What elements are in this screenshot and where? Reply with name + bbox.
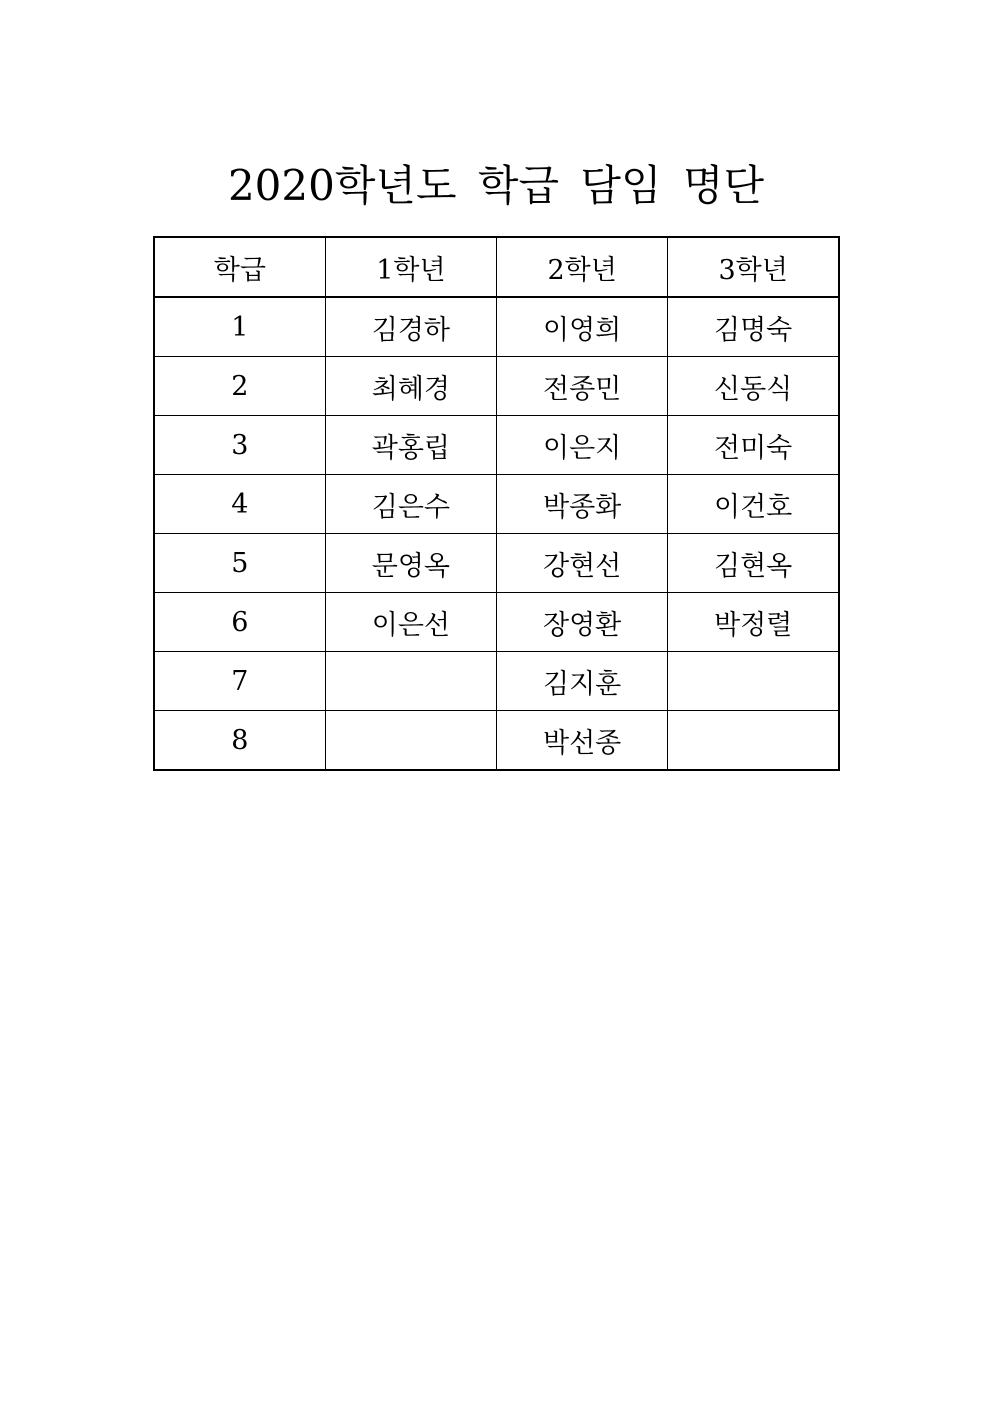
class-number-cell: 4 (154, 475, 325, 534)
table-header-row (154, 237, 839, 297)
class-number-cell: 2 (154, 357, 325, 416)
class-number-cell: 5 (154, 534, 325, 593)
table-row (154, 297, 839, 357)
grade-2-teacher-cell: 전종민 (497, 357, 668, 416)
grade-3-teacher-cell: 박정렬 (668, 593, 839, 652)
header-grade-2: 2학년 (497, 237, 668, 297)
grade-2-teacher-cell: 장영환 (497, 593, 668, 652)
table-row (154, 593, 839, 652)
grade-1-teacher-cell (325, 652, 496, 711)
grade-2-teacher-cell: 박종화 (497, 475, 668, 534)
grade-3-teacher-cell: 김명숙 (668, 297, 839, 357)
homeroom-teacher-table (153, 236, 840, 771)
grade-2-teacher-cell: 이영희 (497, 297, 668, 357)
class-number-cell: 8 (154, 711, 325, 771)
grade-1-teacher-cell: 문영옥 (325, 534, 496, 593)
class-number-cell: 7 (154, 652, 325, 711)
table-row (154, 416, 839, 475)
grade-3-teacher-cell (668, 711, 839, 771)
table-row (154, 357, 839, 416)
grade-2-teacher-cell: 박선종 (497, 711, 668, 771)
grade-2-teacher-cell: 김지훈 (497, 652, 668, 711)
table-row (154, 711, 839, 771)
class-number-cell: 1 (154, 297, 325, 357)
grade-1-teacher-cell: 최혜경 (325, 357, 496, 416)
class-number-cell: 6 (154, 593, 325, 652)
grade-1-teacher-cell (325, 711, 496, 771)
grade-3-teacher-cell: 신동식 (668, 357, 839, 416)
grade-3-teacher-cell (668, 652, 839, 711)
page-title: 2020학년도 학급 담임 명단 (227, 161, 765, 210)
header-grade-1: 1학년 (325, 237, 496, 297)
table-row (154, 534, 839, 593)
header-grade-3: 3학년 (668, 237, 839, 297)
table-row (154, 652, 839, 711)
table-row (154, 475, 839, 534)
grade-1-teacher-cell: 김은수 (325, 475, 496, 534)
grade-3-teacher-cell: 김현옥 (668, 534, 839, 593)
header-class: 학급 (154, 237, 325, 297)
grade-1-teacher-cell: 김경하 (325, 297, 496, 357)
grade-3-teacher-cell: 전미숙 (668, 416, 839, 475)
grade-2-teacher-cell: 강현선 (497, 534, 668, 593)
grade-1-teacher-cell: 이은선 (325, 593, 496, 652)
grade-3-teacher-cell: 이건호 (668, 475, 839, 534)
grade-1-teacher-cell: 곽홍립 (325, 416, 496, 475)
grade-2-teacher-cell: 이은지 (497, 416, 668, 475)
class-number-cell: 3 (154, 416, 325, 475)
